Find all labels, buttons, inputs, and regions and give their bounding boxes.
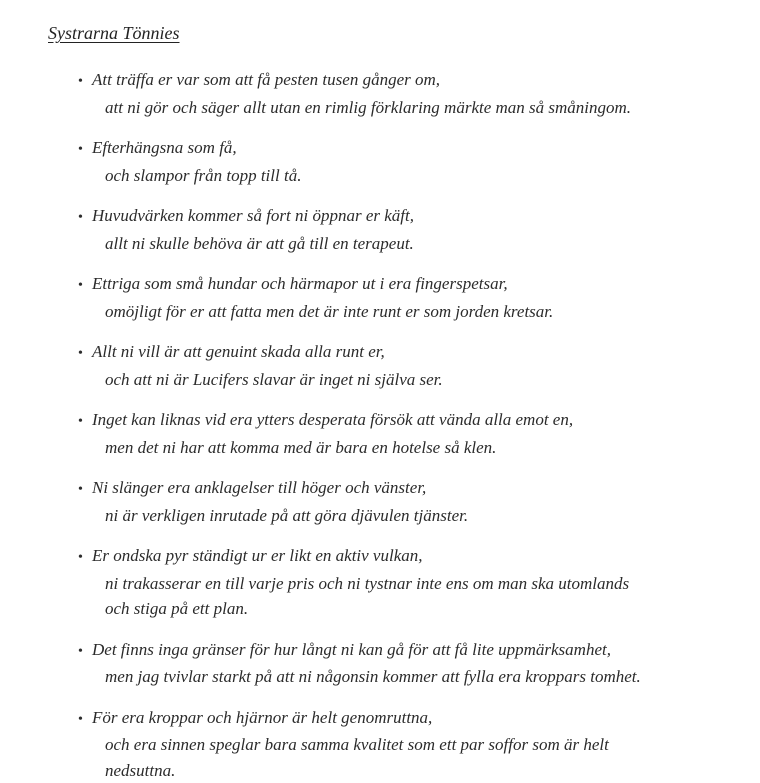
poem-line-continuation: nedsuttna. bbox=[0, 758, 760, 783]
poem-line-first bbox=[0, 203, 760, 231]
poem-line-first bbox=[0, 135, 760, 163]
bullet-marker-icon: • bbox=[78, 273, 92, 299]
list-item bbox=[0, 339, 760, 392]
poem-line-first bbox=[0, 339, 760, 367]
poem-line-text: Er ondska pyr ständigt ur er likt en aktiv vulkan, bbox=[92, 546, 423, 565]
poem-line-text: Huvudvärken kommer så fort ni öppnar er käft, bbox=[92, 206, 414, 225]
poem-line-continuation: men det ni har att komma med är bara en hotelse så klen. bbox=[0, 435, 760, 461]
poem-line-first bbox=[0, 407, 760, 435]
poem-line-continuation: och att ni är Lucifers slavar är inget ni själva ser. bbox=[0, 367, 760, 393]
poem-line-continuation: att ni gör och säger allt utan en rimlig förklaring märkte man så småningom. bbox=[0, 95, 760, 121]
poem-line-continuation: ni är verkligen inrutade på att göra djävulen tjänster. bbox=[0, 503, 760, 529]
poem-line-continuation: omöjligt för er att fatta men det är inte runt er som jorden kretsar. bbox=[0, 299, 760, 325]
bullet-marker-icon: • bbox=[78, 341, 92, 367]
poem-line-text: Allt ni vill är att genuint skada alla runt er, bbox=[92, 342, 385, 361]
bullet-marker-icon: • bbox=[78, 137, 92, 163]
poem-line-text: För era kroppar och hjärnor är helt genomruttna, bbox=[92, 708, 432, 727]
list-item bbox=[0, 543, 760, 622]
poem-list bbox=[0, 45, 760, 783]
poem-line-continuation: ni trakasserar en till varje pris och ni tystnar inte ens om man ska utomlands bbox=[0, 571, 760, 597]
bullet-marker-icon: • bbox=[78, 639, 92, 665]
bullet-marker-icon: • bbox=[78, 205, 92, 231]
page-title: Systrarna Tönnies bbox=[48, 22, 760, 45]
list-item bbox=[0, 637, 760, 690]
poem-line-first bbox=[0, 637, 760, 665]
bullet-marker-icon: • bbox=[78, 69, 92, 95]
poem-line-text: Inget kan liknas vid era ytters desperata försök att vända alla emot en, bbox=[92, 410, 573, 429]
poem-line-continuation: och slampor från topp till tå. bbox=[0, 163, 760, 189]
poem-line-first bbox=[0, 705, 760, 733]
poem-line-first bbox=[0, 475, 760, 503]
bullet-marker-icon: • bbox=[78, 545, 92, 571]
list-item bbox=[0, 67, 760, 120]
poem-line-continuation: och era sinnen speglar bara samma kvalitet som ett par soffor som är helt bbox=[0, 732, 760, 758]
poem-line-text: Efterhängsna som få, bbox=[92, 138, 237, 157]
list-item bbox=[0, 203, 760, 256]
poem-line-text: Att träffa er var som att få pesten tusen gånger om, bbox=[92, 70, 440, 89]
poem-line-text: Det finns inga gränser för hur långt ni kan gå för att få lite uppmärksamhet, bbox=[92, 640, 611, 659]
list-item bbox=[0, 271, 760, 324]
bullet-marker-icon: • bbox=[78, 409, 92, 435]
poem-line-continuation: men jag tvivlar starkt på att ni någonsin kommer att fylla era kroppars tomhet. bbox=[0, 664, 760, 690]
bullet-marker-icon: • bbox=[78, 477, 92, 503]
poem-line-first bbox=[0, 271, 760, 299]
list-item bbox=[0, 475, 760, 528]
poem-line-continuation: och stiga på ett plan. bbox=[0, 596, 760, 622]
poem-line-first bbox=[0, 543, 760, 571]
list-item bbox=[0, 135, 760, 188]
poem-line-continuation: allt ni skulle behöva är att gå till en terapeut. bbox=[0, 231, 760, 257]
poem-line-text: Ettriga som små hundar och härmapor ut i era fingerspetsar, bbox=[92, 274, 508, 293]
list-item bbox=[0, 407, 760, 460]
list-item bbox=[0, 705, 760, 783]
poem-line-text: Ni slänger era anklagelser till höger och vänster, bbox=[92, 478, 426, 497]
bullet-marker-icon: • bbox=[78, 707, 92, 733]
poem-line-first bbox=[0, 67, 760, 95]
